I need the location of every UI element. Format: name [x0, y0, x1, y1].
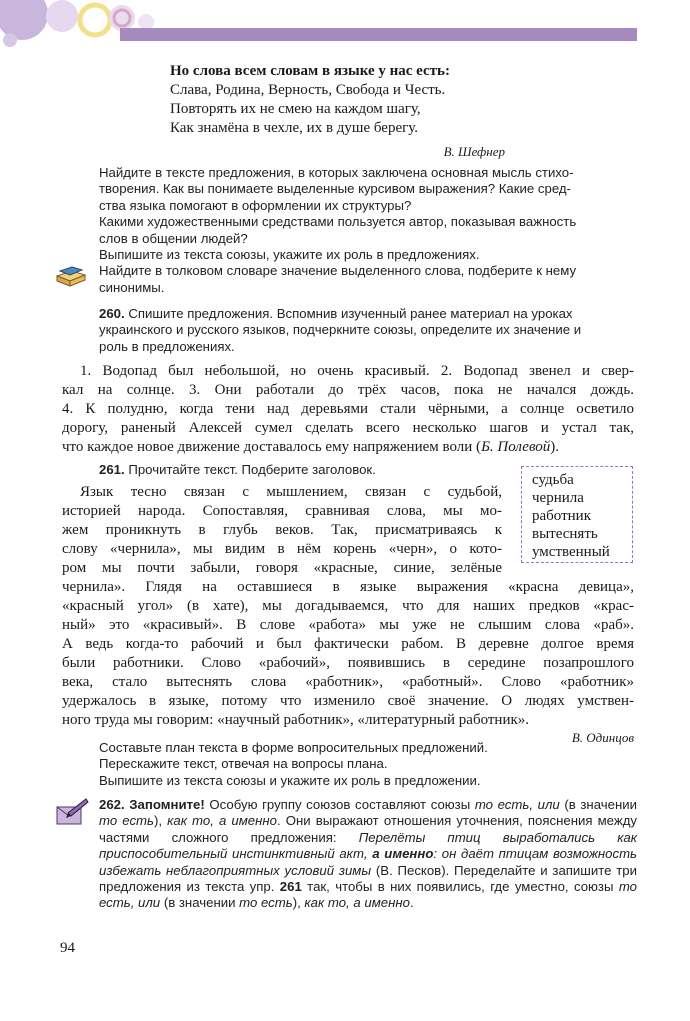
- exercise-260-text: [62, 362, 634, 457]
- exercise-number: 260.: [99, 306, 125, 321]
- exercise-261-tasks: [99, 740, 639, 789]
- task-line: Составьте план текста в форме вопросительных предложений.: [99, 740, 488, 755]
- remember-icon: [54, 797, 90, 832]
- exercise-number: 261.: [99, 462, 125, 477]
- question-line: Найдите в толковом словаре значение выделенного слова, подберите к нему: [99, 263, 577, 279]
- text-author: В. Одинцов: [571, 730, 634, 745]
- vocabulary-word: чернила: [532, 490, 584, 506]
- questions: [99, 165, 639, 296]
- conjunction: то есть, или: [99, 879, 637, 911]
- text-line-last: [62, 438, 634, 457]
- text-line: слову «чернила», мы видим в нём корень «черн», о кото-: [62, 541, 502, 557]
- vocabulary-word: умственный: [532, 544, 610, 560]
- text-line: кал на солнце. 3. Они работали до трёх часов, пока не начался дождь.: [62, 382, 634, 398]
- text-line: века, стало вытеснять слова «работник», «работный». Слово «работник»: [62, 674, 634, 690]
- text-fragment: ),: [153, 813, 163, 829]
- question-line: ства языка помогают в оформлении их структуры?: [99, 197, 412, 213]
- text-fragment: (В. Песков). Переделайте и запишите три предложения из текста упр.: [99, 862, 638, 895]
- text-fragment: что каждое новое движение доставалось ему напряжением воли (: [62, 439, 482, 455]
- example-conjunction: а именно: [372, 846, 434, 862]
- text-fragment: . Они выражают отношения уточнения, пояснения между частями сложного предложения:: [99, 813, 637, 845]
- text-line: были работники. Слово «рабочий», появившись в середине позапрошлого: [62, 655, 634, 671]
- poem: [170, 62, 505, 159]
- text-line: Язык тесно связан с мышлением, связан с судьбой,: [80, 484, 502, 500]
- text-fragment: (в значении: [564, 797, 637, 812]
- vocabulary-box: [521, 466, 633, 563]
- poem-line: Но слова всем словам в языке у нас есть:: [170, 63, 450, 79]
- exercise-reference: 261: [279, 879, 302, 895]
- task-line: Выпишите из текста союзы и укажите их роль в предложении.: [99, 772, 481, 788]
- poem-line: Повторять их не смею на каждом шагу,: [170, 101, 421, 117]
- poem-line: Слава, Родина, Верность, Свобода и Честь.: [170, 82, 446, 98]
- text-line: удержалось в языке, потому что изменило своё значение. О людях умствен-: [62, 693, 634, 709]
- conjunction: то есть, или: [474, 797, 560, 812]
- text-line: историей народа. Сопоставляя, сравнивая слова, мы мо-: [62, 503, 502, 519]
- text-source: Б. Полевой: [481, 439, 551, 455]
- exercise-number: 262.: [99, 797, 125, 812]
- remember-label: Запомните!: [129, 797, 205, 812]
- page-number: 94: [60, 940, 75, 956]
- header-bar: [120, 28, 637, 41]
- question-line: Выпишите из текста союзы, укажите их роль в предложениях.: [99, 247, 480, 263]
- exercise-262: [99, 797, 637, 912]
- question-line: творения. Как вы понимаете выделенные курсивом выражения? Какие сред-: [99, 181, 571, 197]
- task-line: украинского и русского языков, подчеркните союзы, определите их значение и: [99, 322, 582, 338]
- conjunction: то есть: [239, 895, 293, 911]
- text-fragment: (в значении: [163, 895, 236, 911]
- text-line: А ведь когда-то рабочий и был фактически рабом. В деревне долгое время: [62, 636, 634, 652]
- task-line: Спишите предложения. Вспомнив изученный ранее материал на уроках: [128, 306, 573, 321]
- text-line: ром мы почти забыли, говоря «красные, синие, зелёные: [62, 560, 502, 576]
- dictionary-icon: [54, 262, 88, 293]
- example-text: : он даёт птицам возможность избежать неблагоприятных условий зимы: [99, 846, 637, 878]
- vocabulary-word: вытеснять: [532, 526, 598, 542]
- text-fragment: ).: [550, 439, 560, 455]
- text-fragment: ),: [292, 895, 301, 911]
- question-line: Найдите в тексте предложения, в которых заключена основная мысль стихо-: [99, 165, 574, 180]
- text-fragment: .: [409, 895, 414, 911]
- text-line: чернила». Глядя на оставшиеся в языке выражения «красна девица»,: [62, 579, 634, 595]
- example-text: Перелёты птиц выработались как приспособительный инстинктивный акт,: [99, 829, 637, 862]
- conjunction: как то, а именно: [167, 813, 277, 829]
- header-decoration: [0, 0, 160, 50]
- text-line: ный» это «красивый». В слове «работа» мы уже не слышим слова «раб».: [62, 617, 634, 633]
- question-line: синонимы.: [99, 279, 165, 295]
- text-line: ного труда мы говорим: «научный работник», «литературный работник».: [62, 712, 530, 728]
- exercise-261-task: [99, 462, 519, 478]
- task-line: роль в предложениях.: [99, 338, 235, 354]
- text-line: дорогу, раненый Алексей сумел сделать всего несколько шагов и устал так,: [62, 420, 634, 436]
- exercise-261-text-narrow: [62, 483, 502, 578]
- task-line: Прочитайте текст. Подберите заголовок.: [128, 462, 376, 477]
- text-line: жем проникнуть в глубь веков. Так, присматриваясь к: [62, 522, 502, 538]
- conjunction: то есть: [99, 813, 154, 829]
- exercise-261-text-wide: [62, 578, 634, 746]
- vocabulary-word: судьба: [532, 472, 574, 488]
- exercise-260-task: [99, 306, 639, 355]
- poem-line: Как знамёна в чехле, их в душе берегу.: [170, 120, 419, 136]
- text-fragment: так, чтобы в них появились, где уместно, союзы: [307, 879, 614, 895]
- task-line: Перескажите текст, отвечая на вопросы плана.: [99, 756, 388, 772]
- vocabulary-word: работник: [532, 508, 591, 524]
- text-fragment: Особую группу союзов составляют союзы: [209, 797, 471, 812]
- text-line: «красный угол» (в хате), мы догадываемся, что для наших предков «крас-: [62, 598, 634, 614]
- question-line: Какими художественными средствами пользуется автор, показывая важность: [99, 214, 577, 230]
- conjunction: как то, а именно: [304, 895, 410, 911]
- poem-author: В. Шефнер: [443, 144, 505, 159]
- question-line: слов в общении людей?: [99, 230, 248, 246]
- text-line: 4. К полудню, когда тени над деревьями стали чёрными, а солнце осветило: [62, 401, 634, 417]
- text-line: 1. Водопад был небольшой, но очень красивый. 2. Водопад звенел и свер-: [80, 363, 634, 379]
